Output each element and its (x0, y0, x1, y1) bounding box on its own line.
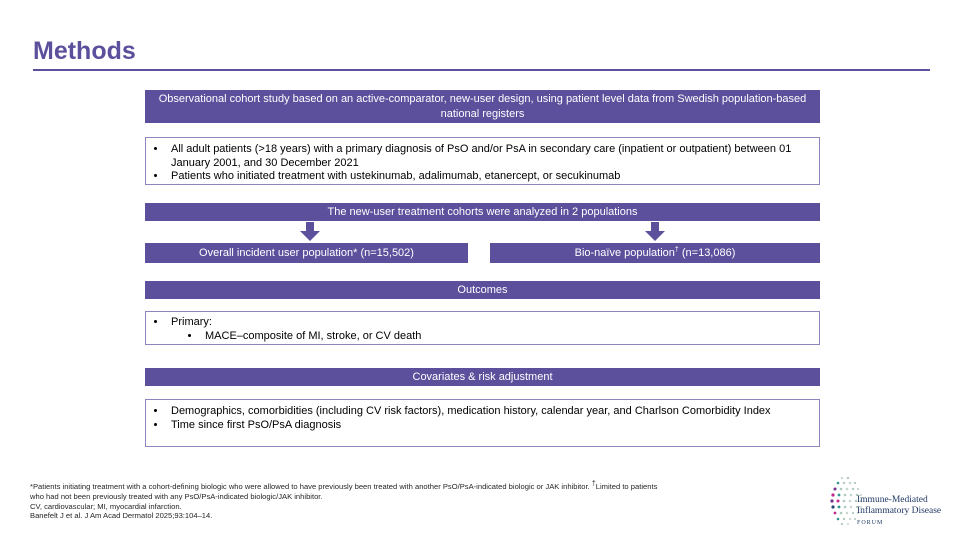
forum-logo (830, 474, 958, 536)
page-title: Methods (33, 37, 136, 65)
forum-logo-line2: Inflammatory Disease (857, 506, 942, 516)
patient-criteria-bullet: • All adult patients (>18 years) with a primary diagnosis of PsO and/or PsA in secondary care (inpatient or outpatient) between 01 January 2001, and 30 December 2021 (167, 143, 811, 170)
study-design-box: Observational cohort study based on an active-comparator, new-user design, using patient level data from Swedish population-based national registers (145, 90, 820, 123)
outcomes-header-box: Outcomes (145, 281, 820, 299)
forum-logo-text (857, 495, 941, 529)
outcomes-mace-bullet: • MACE–composite of MI, stroke, or CV death (201, 330, 811, 344)
dagger-symbol: † (591, 480, 596, 488)
population-box-bio-naive (490, 243, 820, 263)
down-arrow-icon (645, 222, 665, 241)
forum-logo-line3: FORUM (857, 520, 884, 526)
covariates-box (145, 399, 820, 447)
footnote-abbreviations: CV, cardiovascular; MI, myocardial infarction. (30, 501, 182, 511)
population-bio-naive-n: (n=13,086) (678, 247, 736, 259)
population-bio-naive-label: Bio-naïve population (574, 247, 675, 259)
forum-logo-line1: Immune-Mediated (857, 495, 928, 505)
dagger-symbol: † (674, 246, 679, 254)
footnote-asterisk-text: *Patients initiating treatment with a cohort-defining biologic who were allowed to have previously been treated with another PsO/PsA-indicated biologic or JAK inhibitor. (30, 482, 592, 491)
patient-criteria-box (145, 137, 820, 185)
outcomes-box (145, 311, 820, 345)
covariates-header-box: Covariates & risk adjustment (145, 368, 820, 386)
covariates-bullet: • Demographics, comorbidities (including CV risk factors), medication history, calendar year, and Charlson Comorbidity Index (167, 405, 811, 419)
outcomes-primary-bullet: • Primary: (167, 316, 811, 330)
covariates-bullet: • Time since first PsO/PsA diagnosis (167, 419, 811, 433)
footnotes (30, 482, 830, 521)
title-underline (33, 69, 930, 71)
footnote-citation: Banefelt J et al. J Am Acad Dermatol 2025;93:104–14. (30, 511, 213, 521)
footnote-dagger-text: Limited to patients (595, 482, 658, 491)
population-box-overall: Overall incident user population* (n=15,502) (145, 243, 468, 263)
down-arrow-icon (300, 222, 320, 241)
patient-criteria-bullet: • Patients who initiated treatment with ustekinumab, adalimumab, etanercept, or secukinumab (167, 170, 811, 184)
footnote-line-2: who had not been previously treated with any PsO/PsA-indicated biologic/JAK inhibitor. (30, 491, 323, 501)
footnote-line-1 (30, 482, 830, 492)
cohorts-analyzed-box: The new-user treatment cohorts were analyzed in 2 populations (145, 203, 820, 221)
